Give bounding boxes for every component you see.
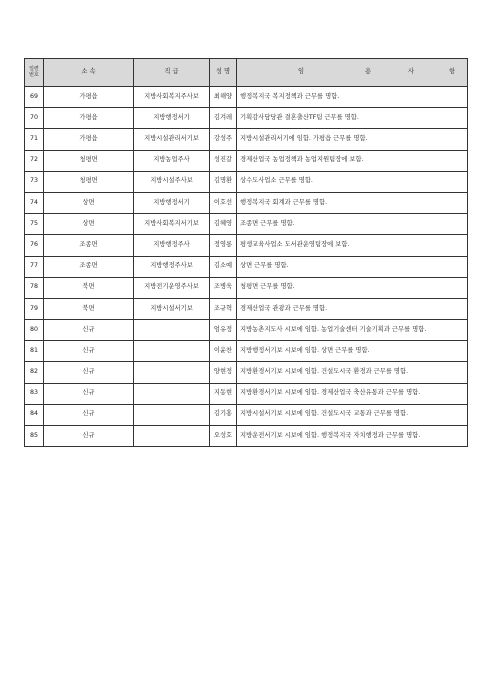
- row-name: 최해양: [210, 87, 237, 108]
- row-appointment: 지방환경서기보 시보에 임함. 건설도시국 환경과 근무를 명함.: [237, 362, 468, 383]
- table-row: [25, 108, 468, 129]
- row-affiliation: 조종면: [44, 235, 134, 256]
- row-affiliation: 신규: [44, 341, 134, 362]
- table-header-row: [25, 59, 468, 87]
- row-rank: [134, 362, 210, 383]
- row-serial-number: 73: [25, 171, 44, 192]
- table-row: [25, 383, 468, 404]
- row-serial-number: 82: [25, 362, 44, 383]
- row-name: 조병욱: [210, 277, 237, 298]
- row-appointment: 청평면 근무를 명함.: [237, 277, 468, 298]
- row-serial-number: 78: [25, 277, 44, 298]
- row-affiliation: 청평면: [44, 171, 134, 192]
- row-name: 김겨레: [210, 108, 237, 129]
- row-rank: 지방시설주사보: [134, 171, 210, 192]
- row-appointment: 행정복지국 복지정책과 근무를 명함.: [237, 87, 468, 108]
- row-name: 이호선: [210, 192, 237, 213]
- table-row: [25, 341, 468, 362]
- row-rank: [134, 341, 210, 362]
- header-appointment: [237, 59, 468, 87]
- header-task-char-2: 용: [365, 68, 372, 75]
- row-affiliation: 신규: [44, 383, 134, 404]
- row-rank: 지방전기운영주사보: [134, 277, 210, 298]
- table-row: [25, 214, 468, 235]
- row-appointment: 지방시설서기보 시보에 임함. 건설도시국 교통과 근무를 명함.: [237, 404, 468, 425]
- row-name: 이윤찬: [210, 341, 237, 362]
- row-name: 오성호: [210, 426, 237, 447]
- row-appointment: 지방행정서기보 시보에 임함. 상면 근무를 명함.: [237, 341, 468, 362]
- row-name: 성진갈: [210, 150, 237, 171]
- header-rank: 직 급: [134, 59, 210, 87]
- row-name: 조규혁: [210, 298, 237, 319]
- row-appointment: 지방시설관리서기에 임함. 가평읍 근무를 명함.: [237, 129, 468, 150]
- row-rank: 지방행정서기: [134, 192, 210, 213]
- row-appointment: 기획감사담당관 결혼출산TF팀 근무를 명함.: [237, 108, 468, 129]
- row-affiliation: 북면: [44, 298, 134, 319]
- row-serial-number: 75: [25, 214, 44, 235]
- table-row: [25, 298, 468, 319]
- table-row: [25, 404, 468, 425]
- row-name: 김명환: [210, 171, 237, 192]
- row-name: 정영롱: [210, 235, 237, 256]
- row-affiliation: 청평면: [44, 150, 134, 171]
- row-appointment: 평생교육사업소 도서관운영팀장에 보함.: [237, 235, 468, 256]
- row-name: 김기홍: [210, 404, 237, 425]
- row-affiliation: 신규: [44, 320, 134, 341]
- row-affiliation: 가평읍: [44, 108, 134, 129]
- row-serial-number: 79: [25, 298, 44, 319]
- row-serial-number: 76: [25, 235, 44, 256]
- header-task-char-3: 사: [408, 68, 415, 75]
- row-name: 김혜영: [210, 214, 237, 235]
- row-name: 지동현: [210, 383, 237, 404]
- row-name: 김소예: [210, 256, 237, 277]
- row-serial-number: 77: [25, 256, 44, 277]
- row-rank: [134, 426, 210, 447]
- row-name: 강성주: [210, 129, 237, 150]
- row-rank: 지방사회복지서기보: [134, 214, 210, 235]
- row-rank: 지방행정주사: [134, 235, 210, 256]
- table-row: [25, 129, 468, 150]
- row-serial-number: 81: [25, 341, 44, 362]
- row-affiliation: 신규: [44, 404, 134, 425]
- header-task-char-4: 항: [449, 68, 456, 75]
- table-row: [25, 426, 468, 447]
- row-affiliation: 상면: [44, 214, 134, 235]
- row-serial-number: 69: [25, 87, 44, 108]
- row-appointment: 조종면 근무를 명함.: [237, 214, 468, 235]
- table-row: [25, 362, 468, 383]
- header-task-char-1: 임: [298, 68, 305, 75]
- row-appointment: 지방농촌지도사 시보에 임함. 농업기술센터 기술기획과 근무를 명함.: [237, 320, 468, 341]
- table-row: [25, 256, 468, 277]
- row-serial-number: 74: [25, 192, 44, 213]
- row-affiliation: 상면: [44, 192, 134, 213]
- row-affiliation: 조종면: [44, 256, 134, 277]
- row-appointment: 경제산업국 관광과 근무를 명함.: [237, 298, 468, 319]
- row-affiliation: 신규: [44, 426, 134, 447]
- row-rank: 지방사회복지주사보: [134, 87, 210, 108]
- row-serial-number: 72: [25, 150, 44, 171]
- row-rank: 지방시설관리서기보: [134, 129, 210, 150]
- table-row: [25, 235, 468, 256]
- row-affiliation: 가평읍: [44, 87, 134, 108]
- row-rank: 지방행정서기: [134, 108, 210, 129]
- row-affiliation: 신규: [44, 362, 134, 383]
- row-appointment: 상수도사업소 근무를 명함.: [237, 171, 468, 192]
- row-appointment: 상면 근무를 명함.: [237, 256, 468, 277]
- table-row: [25, 87, 468, 108]
- header-name: 성 명: [210, 59, 237, 87]
- row-rank: [134, 383, 210, 404]
- row-serial-number: 85: [25, 426, 44, 447]
- row-serial-number: 70: [25, 108, 44, 129]
- row-appointment: 지방환경서기보 시보에 임함. 경제산업국 축산유통과 근무를 명함.: [237, 383, 468, 404]
- header-serial-line2: 번호: [29, 71, 39, 78]
- table-row: [25, 192, 468, 213]
- appointment-sheet: [24, 58, 467, 447]
- row-name: 양현정: [210, 362, 237, 383]
- row-rank: 지방행정주사보: [134, 256, 210, 277]
- table-row: [25, 320, 468, 341]
- header-affiliation: 소 속: [44, 59, 134, 87]
- header-serial-number: [25, 59, 44, 87]
- row-serial-number: 80: [25, 320, 44, 341]
- table-row: [25, 150, 468, 171]
- row-appointment: 행정복지국 회계과 근무를 명함.: [237, 192, 468, 213]
- row-appointment: 지방운전서기보 시보에 임함. 행정복지국 자치행정과 근무를 명함.: [237, 426, 468, 447]
- row-rank: 지방시설서기보: [134, 298, 210, 319]
- row-serial-number: 71: [25, 129, 44, 150]
- row-serial-number: 84: [25, 404, 44, 425]
- row-rank: [134, 404, 210, 425]
- table-row: [25, 277, 468, 298]
- appointment-table: [24, 58, 468, 447]
- row-affiliation: 북면: [44, 277, 134, 298]
- row-rank: [134, 320, 210, 341]
- row-serial-number: 83: [25, 383, 44, 404]
- table-row: [25, 171, 468, 192]
- row-appointment: 경제산업국 농업정책과 농업지원팀장에 보함.: [237, 150, 468, 171]
- row-affiliation: 가평읍: [44, 129, 134, 150]
- row-rank: 지방농업주사: [134, 150, 210, 171]
- header-serial-line1: 일련: [29, 65, 39, 72]
- row-name: 엄유정: [210, 320, 237, 341]
